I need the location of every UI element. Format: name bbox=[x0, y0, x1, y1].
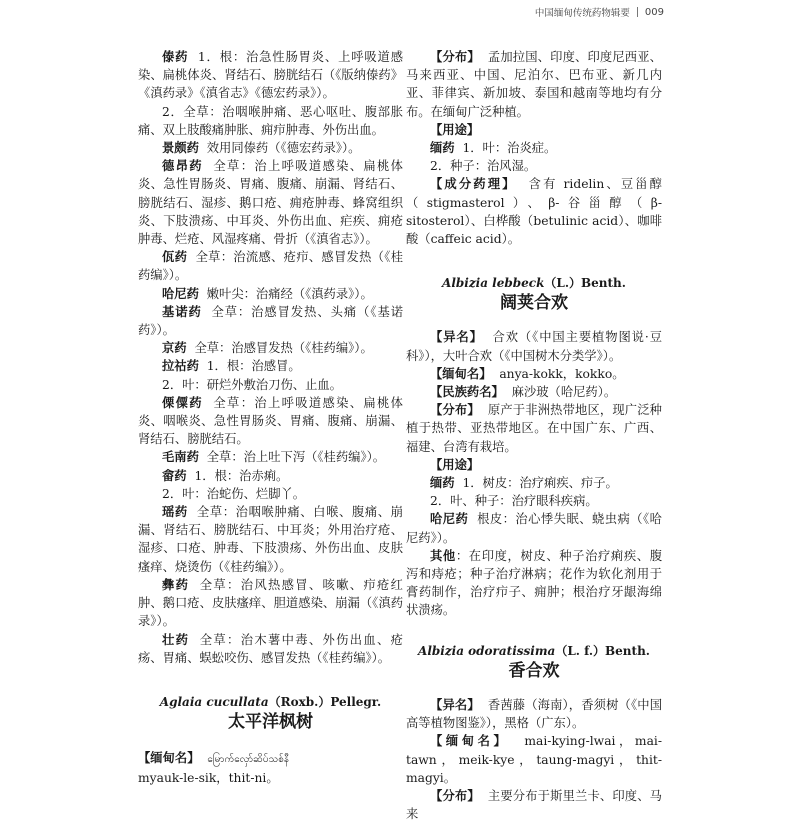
entry-text: 2．叶、种子：治疗眼科疾病。 bbox=[430, 494, 598, 509]
entry-text: ：在印度，树皮、种子治疗痢疾、腹泻和痔疮；种子治疗淋病；花作为软化剂用于膏药制作，治疗疖子、痈肿；根治疗牙龈海绵状溃疡。 bbox=[406, 548, 662, 618]
species-latin-name: Albizia lebbeck bbox=[442, 276, 545, 291]
entry-dai bbox=[138, 48, 403, 103]
entry-dai-2 bbox=[138, 103, 403, 139]
entry-text: 1．树皮：治疗痢疾、疖子。 bbox=[462, 476, 618, 491]
running-header bbox=[535, 5, 664, 19]
entry-name: 哈尼药 bbox=[430, 512, 469, 527]
section-label: 【缅甸名】 bbox=[430, 366, 492, 381]
entry-yao bbox=[138, 503, 403, 576]
section-label: 【异名】 bbox=[430, 697, 480, 712]
species-heading bbox=[406, 642, 662, 682]
entry-yi bbox=[138, 576, 403, 631]
entry-text: 1．根：治赤痢。 bbox=[194, 468, 289, 483]
entry-text: 效用同傣药（《德宏药录》）。 bbox=[206, 141, 361, 156]
entry-maonan bbox=[138, 448, 403, 466]
entry-name: 彝药 bbox=[162, 577, 190, 592]
entry-text: 全草：治上呼吸道感染、扁桃体炎、急性胃肠炎、胃痛、腹痛、崩漏、肾结石、膀胱结石、湿疹、鹅口疮、痈疮肿毒、蜂窝组织炎、下肢溃疡、中耳炎、外伤出血、疟疾、痈疮肿毒、烂疮、风湿疼痛、骨折（《滇省志》）。 bbox=[138, 159, 403, 247]
entry-name: 缅药 bbox=[430, 141, 455, 156]
distribution-text: 原产于非洲热带地区，现广泛种植于热带、亚热带地区。在中国广东、广西、福建、台湾有栽培。 bbox=[406, 403, 662, 454]
use-heading bbox=[406, 121, 662, 139]
entry-lisu bbox=[138, 394, 403, 449]
entry-jino bbox=[138, 303, 403, 339]
entry-text: 全草：治木薯中毒、外伤出血、疮疡、胃痛、蜈蚣咬伤、感冒发热（《桂药编》）。 bbox=[138, 632, 403, 665]
entry-wa bbox=[138, 248, 403, 284]
use-heading bbox=[406, 456, 662, 474]
entry-text: 全草：治咽喉肿痛、白喉、腹痛、崩漏、肾结石、膀胱结石、中耳炎；外用治疗疮、湿疹、口疮、肿毒、下肢溃疡、外伤出血、皮肤瘙痒、烧烫伤（《桂药编》）。 bbox=[138, 505, 403, 574]
section-label: 【用途】 bbox=[430, 122, 480, 137]
left-column bbox=[138, 48, 403, 788]
entry-text: 1．根：治感冒。 bbox=[206, 359, 301, 374]
entry-name: 德昂药 bbox=[162, 159, 203, 174]
entry-name: 哈尼药 bbox=[162, 286, 199, 301]
entry-name: 其他 bbox=[430, 548, 456, 563]
species-author: （Roxb.）Pellegr. bbox=[268, 694, 382, 709]
entry-text: 根皮：治心悸失眠、蛲虫病（《哈尼药》）。 bbox=[406, 512, 662, 545]
entry-name: 畲药 bbox=[162, 468, 187, 483]
species-heading bbox=[138, 693, 403, 733]
alias-paragraph bbox=[406, 696, 662, 732]
use-line-1 bbox=[406, 474, 662, 492]
entry-jing bbox=[138, 339, 403, 357]
entry-name: 毛南药 bbox=[162, 450, 199, 465]
entry-text: 嫩叶尖：治痛经（《滇药录》）。 bbox=[206, 286, 373, 301]
entry-name: 拉祜药 bbox=[162, 359, 199, 374]
section-label: 【民族药名】 bbox=[430, 385, 504, 400]
entry-text: 全草：治上吐下泻（《桂药编》）。 bbox=[206, 450, 386, 465]
entry-name: 景颇药 bbox=[162, 141, 199, 156]
section-label: 【异名】 bbox=[430, 330, 483, 345]
entry-text: 全草：治感冒发热（《桂药编》）。 bbox=[194, 341, 373, 356]
burmese-text: anya-kokk，kokko。 bbox=[499, 366, 625, 381]
use-line-2 bbox=[406, 492, 662, 510]
entry-text: 2．叶：研烂外敷治刀伤、止血。 bbox=[162, 377, 342, 392]
entry-hani bbox=[138, 285, 403, 303]
distribution-text: 主要分布于斯里兰卡、印度、马来 bbox=[406, 788, 662, 822]
species-author: （L.）Benth. bbox=[544, 276, 626, 291]
distribution-paragraph bbox=[406, 48, 662, 121]
entry-name: 佤药 bbox=[162, 250, 188, 265]
entry-text: 2．全草：治咽喉肿痛、恶心呕吐、腹部胀痛、双上肢酸痛肿胀、痈疖肿毒、外伤出血。 bbox=[138, 104, 403, 137]
burmese-roman: myauk-le-sik，thit-ni。 bbox=[138, 771, 279, 786]
entry-lahu bbox=[138, 357, 403, 375]
right-column bbox=[406, 48, 662, 823]
species-latin-name: Aglaia cucullata bbox=[159, 694, 269, 709]
use-line-1 bbox=[406, 139, 662, 157]
header-title: 中国缅甸传统药物辑要 bbox=[534, 8, 630, 19]
section-label: 【成分药理】 bbox=[430, 177, 517, 192]
other-use-line bbox=[406, 547, 662, 620]
entry-name: 缅药 bbox=[430, 476, 455, 491]
use-line-2 bbox=[406, 157, 662, 175]
distribution-paragraph bbox=[406, 787, 662, 823]
entry-she-2 bbox=[138, 485, 403, 503]
section-label: 【分布】 bbox=[430, 50, 480, 64]
section-label: 【缅甸名】 bbox=[138, 751, 200, 766]
header-divider bbox=[637, 7, 638, 17]
burmese-script: မြောက်လှော်ဆိပ်သစ်နီ bbox=[207, 754, 289, 766]
species-chinese-name: 太平洋枫树 bbox=[228, 712, 313, 733]
section-label: 【用途】 bbox=[430, 457, 480, 472]
alias-text: 合欢（《中国主要植物图说·豆科》），大叶合欢（《中国树木分类学》）。 bbox=[406, 330, 662, 363]
burmese-text: mai-kying-lwai，mai-tawn，meik-kye，taung-magyi，thit-magyi。 bbox=[406, 734, 662, 785]
entry-jingpo bbox=[138, 139, 403, 157]
species-chinese-name: 阔荚合欢 bbox=[500, 293, 568, 314]
ethnic-text: 麻沙玻（哈尼药）。 bbox=[511, 385, 617, 400]
entry-name: 京药 bbox=[162, 341, 187, 356]
alias-paragraph bbox=[406, 328, 662, 364]
entry-name: 基诺药 bbox=[162, 304, 202, 319]
entry-text: 全草：治流感、疮疖、感冒发热（《桂药编》）。 bbox=[138, 250, 403, 283]
distribution-text: 孟加拉国、印度、印度尼西亚、马来西亚、中国、尼泊尔、巴布亚、新几内亚、菲律宾、新加坡、泰国和越南等地均有分布。在缅甸广泛种植。 bbox=[406, 50, 662, 119]
entry-name: 瑶药 bbox=[162, 505, 188, 520]
entry-name: 傣药 bbox=[162, 50, 189, 64]
entry-name: 壮药 bbox=[162, 632, 190, 647]
distribution-paragraph bbox=[406, 401, 662, 456]
chemistry-paragraph bbox=[406, 175, 662, 248]
hani-use-line bbox=[406, 510, 662, 546]
burmese-name-line bbox=[406, 732, 662, 787]
entry-text: 2．叶：治蛇伤、烂脚丫。 bbox=[162, 486, 306, 501]
entry-zhuang bbox=[138, 631, 403, 667]
section-label: 【分布】 bbox=[430, 403, 480, 418]
section-label: 【缅甸名】 bbox=[430, 734, 510, 749]
alias-text: 香茜藤（海南），香须树（《中国高等植物图鉴》），黑格（广东）。 bbox=[406, 697, 662, 731]
entry-text: 1．叶：治炎症。 bbox=[462, 141, 557, 156]
burmese-roman-line bbox=[138, 769, 403, 787]
entry-text: 1．根：治急性肠胃炎、上呼吸道感染、扁桃体炎、肾结石、膀胱结石（《版纳傣药》《滇药录》《滇省志》《德宏药录》）。 bbox=[138, 50, 403, 101]
species-chinese-name: 香合欢 bbox=[508, 660, 560, 681]
species-latin-name: Albizia odoratissima bbox=[418, 643, 556, 658]
entry-text: 全草：治感冒发热、头痛（《基诺药》）。 bbox=[138, 304, 403, 338]
entry-text: 全草：治上呼吸道感染、扁桃体炎、咽喉炎、急性胃肠炎、胃痛、腹痛、崩漏、肾结石、膀胱结石。 bbox=[138, 395, 403, 447]
chemistry-text: 含有 ridelin、豆甾醇（stigmasterol）、β-谷甾醇（β-sitosterol）、白桦酸（betulinic acid）、咖啡酸（caffeic acid）。 bbox=[406, 177, 662, 247]
entry-text: 2．种子：治风湿。 bbox=[430, 159, 537, 174]
species-heading bbox=[406, 274, 662, 314]
entry-text: 全草：治风热感冒、咳嗽、疖疮红肿、鹅口疮、皮肤瘙痒、胆道感染、崩漏（《滇药录》）。 bbox=[138, 577, 403, 629]
entry-deang bbox=[138, 157, 403, 248]
burmese-name-line bbox=[138, 749, 403, 769]
entry-name: 傈僳药 bbox=[162, 395, 203, 410]
ethnic-name-line bbox=[406, 383, 662, 401]
entry-she bbox=[138, 467, 403, 485]
burmese-name-line bbox=[406, 365, 662, 383]
species-author: （L. f.）Benth. bbox=[555, 643, 650, 658]
page-number: 009 bbox=[644, 6, 664, 18]
entry-lahu-2 bbox=[138, 376, 403, 394]
section-label: 【分布】 bbox=[430, 788, 480, 803]
